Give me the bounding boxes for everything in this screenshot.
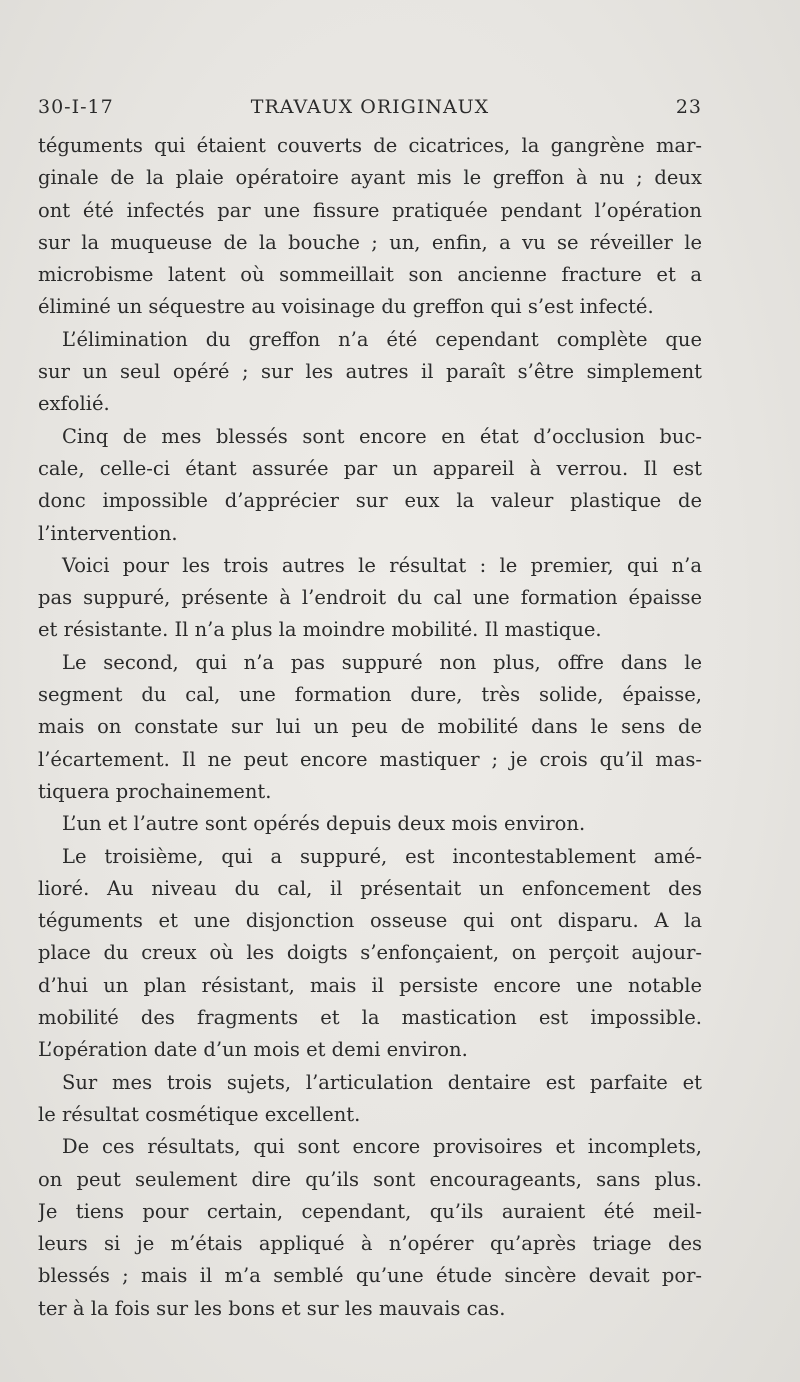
text-line: leurs si je m’étais appliqué à n’opérer qu’après triage des [38,1232,702,1256]
text-line: Sur mes trois sujets, l’articulation dentaire est parfaite et [62,1070,702,1094]
body-text [38,130,702,1325]
text-line: Le troisième, qui a suppuré, est incontestablement amé- [62,844,702,868]
text-line: mais on constate sur lui un peu de mobilité dans le sens de [38,715,702,739]
text-line: pas suppuré, présente à l’endroit du cal une formation épaisse [38,586,702,610]
text-line: on peut seulement dire qu’ils sont encourageants, sans plus. [38,1167,702,1191]
text-line: exfolié. [38,392,110,416]
text-line: l’intervention. [38,521,178,545]
text-line: d’hui un plan résistant, mais il persiste encore une notable [38,973,702,997]
header-date: 30-I-17 [38,96,114,118]
text-line: Voici pour les trois autres le résultat : le premier, qui n’a [62,553,702,577]
text-line: le résultat cosmétique excellent. [38,1102,361,1126]
text-line: mobilité des fragments et la mastication est impossible. [38,1006,702,1030]
text-line: cale, celle-ci étant assurée par un appareil à verrou. Il est [38,456,702,480]
text-line: lioré. Au niveau du cal, il présentait un enfoncement des [38,876,702,900]
text-line: L’opération date d’un mois et demi environ. [38,1038,468,1062]
text-line: et résistante. Il n’a plus la moindre mobilité. Il mastique. [38,618,602,642]
text-line: ginale de la plaie opératoire ayant mis le greffon à nu ; deux [38,166,702,190]
text-line: Je tiens pour certain, cependant, qu’ils auraient été meil- [38,1199,702,1223]
text-line: blessés ; mais il m’a semblé qu’une étude sincère devait por- [38,1264,702,1288]
text-line: segment du cal, une formation dure, très solide, épaisse, [38,683,702,707]
text-line: éliminé un séquestre au voisinage du greffon qui s’est infecté. [38,295,654,319]
text-line: L’élimination du greffon n’a été cependant complète que [62,327,702,351]
text-line: De ces résultats, qui sont encore provisoires et incomplets, [62,1135,702,1159]
text-line: donc impossible d’apprécier sur eux la valeur plastique de [38,489,702,513]
running-header [38,96,702,128]
page-number: 23 [675,96,702,118]
text-line: ont été infectés par une fissure pratiquée pendant l’opération [38,198,702,222]
text-line: tiquera prochainement. [38,779,272,803]
text-line: l’écartement. Il ne peut encore mastiquer ; je crois qu’il mas- [38,747,702,771]
text-line: ter à la fois sur les bons et sur les mauvais cas. [38,1296,506,1320]
text-line: Le second, qui n’a pas suppuré non plus, offre dans le [62,650,702,674]
text-line: sur un seul opéré ; sur les autres il paraît s’être simplement [38,360,702,384]
text-line: téguments et une disjonction osseuse qui ont disparu. A la [38,909,702,933]
text-line: place du creux où les doigts s’enfonçaient, on perçoit aujour- [38,941,702,965]
text-line: L’un et l’autre sont opérés depuis deux mois environ. [62,812,586,836]
header-section-title: TRAVAUX ORIGINAUX [250,96,490,118]
text-line: microbisme latent où sommeillait son ancienne fracture et a [38,263,702,287]
text-line: Cinq de mes blessés sont encore en état d’occlusion buc- [62,424,702,448]
text-line: téguments qui étaient couverts de cicatrices, la gangrène mar- [38,134,702,157]
text-line: sur la muqueuse de la bouche ; un, enfin, a vu se réveiller le [38,230,702,254]
